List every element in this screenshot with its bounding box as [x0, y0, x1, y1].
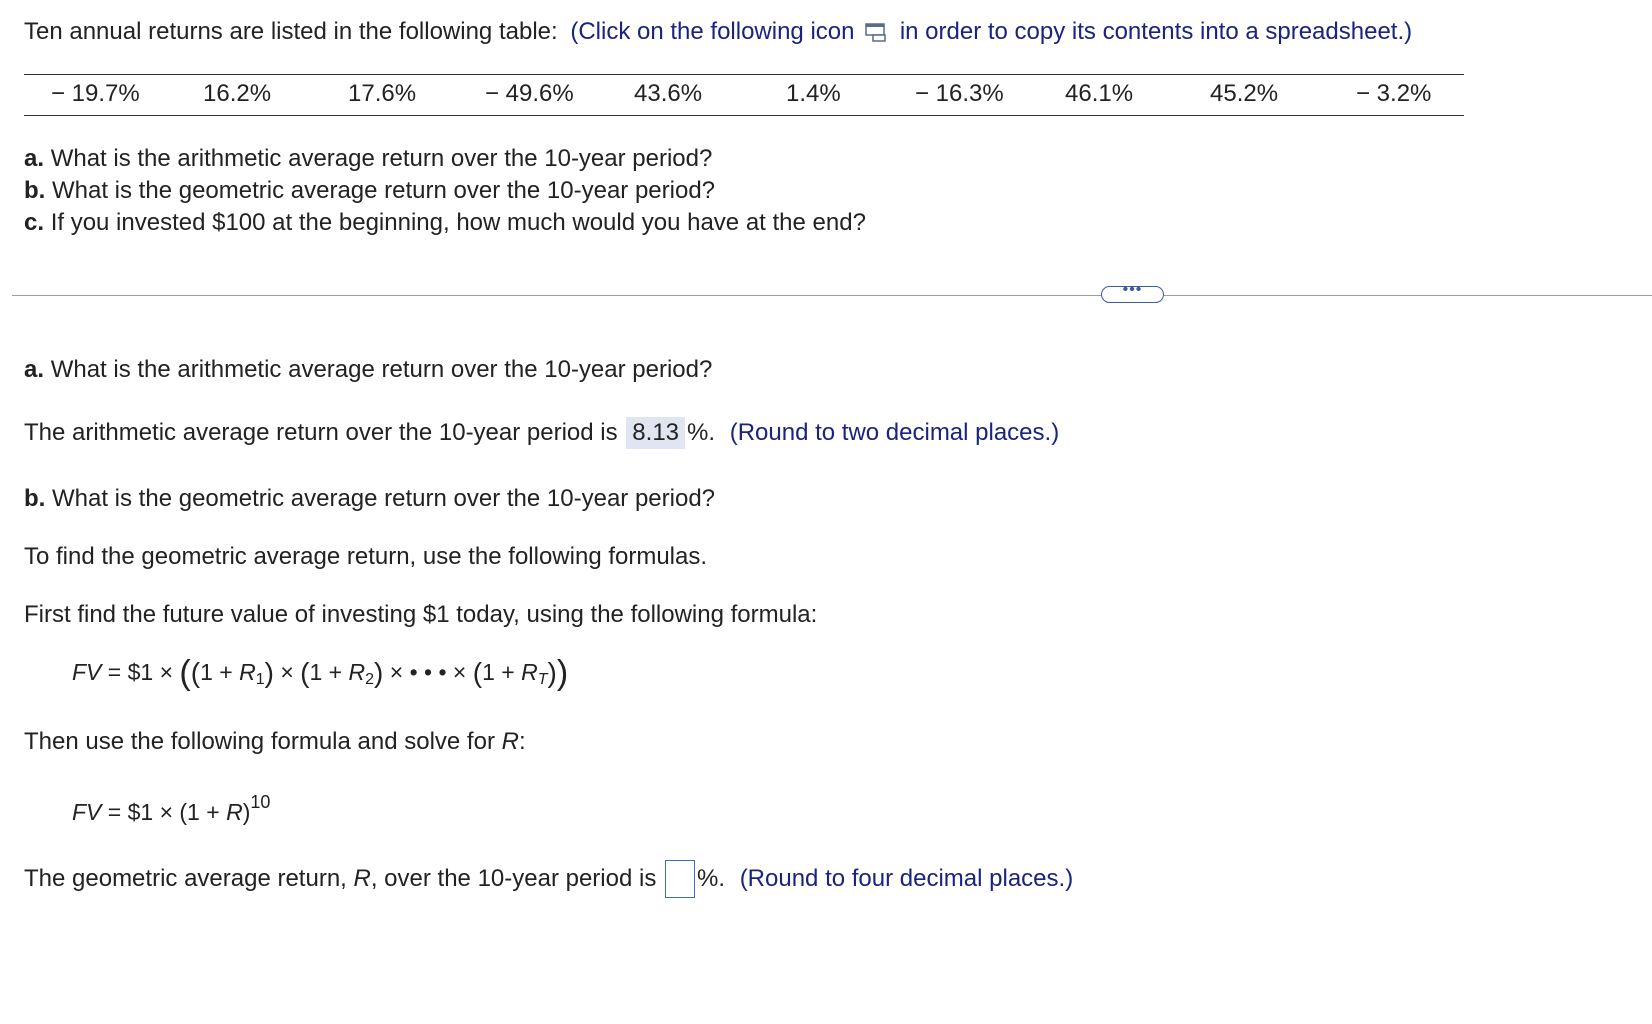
part-b-instruction-3	[24, 728, 526, 756]
section-divider	[12, 295, 1652, 296]
question-b	[24, 177, 715, 205]
part-a-question-text: What is the arithmetic average return over the 10-year period?	[50, 356, 713, 383]
part-b-instruction-1: To find the geometric average return, use the following formulas.	[24, 543, 708, 570]
question-b-text: What is the geometric average return over the 10-year period?	[52, 177, 716, 204]
part-a-label: a.	[24, 356, 45, 383]
part-b-instruction-2: First find the future value of investing $1 today, using the following formula:	[24, 601, 818, 628]
return-cell: − 16.3%	[915, 80, 1004, 107]
geometric-formula: FV = $1 × $(1 + R)^{10}$	[72, 792, 271, 825]
part-a-answer-suffix: %.	[687, 419, 716, 446]
part-b-label: b.	[24, 485, 46, 512]
part-b-answer-line	[24, 860, 1073, 898]
intro-line	[24, 18, 1412, 46]
intro-hint-before: (Click on the following icon	[570, 18, 855, 45]
return-cell: 16.2%	[203, 80, 272, 107]
spreadsheet-copy-icon[interactable]	[865, 21, 887, 41]
question-c	[24, 209, 866, 237]
return-cell: 45.2%	[1210, 80, 1279, 107]
part-b-answer-suffix: %.	[697, 865, 726, 892]
part-a-answer-line	[24, 417, 1059, 449]
future-value-formula: FV = $1 × ($(1 + R_1) \times (1 + R_2)$ × • • • × $(1 + R_T)$)	[72, 654, 569, 692]
return-cell: − 3.2%	[1356, 80, 1432, 107]
return-cell: − 49.6%	[485, 80, 574, 107]
return-cell: 17.6%	[348, 80, 417, 107]
part-a-answer-prefix: The arithmetic average return over the 10-year period is	[24, 419, 618, 446]
question-a-label: a.	[24, 145, 45, 172]
instruction-3-suffix: :	[518, 728, 526, 755]
part-a-hint: (Round to two decimal places.)	[729, 419, 1060, 446]
part-b-answer-var: R	[353, 865, 371, 892]
question-a	[24, 145, 712, 173]
part-a-question	[24, 356, 712, 384]
part-a-answer-value: 8.13	[626, 417, 685, 449]
ellipsis-icon: •••	[1122, 281, 1143, 298]
geometric-return-input[interactable]	[665, 860, 695, 898]
show-more-button[interactable]	[1101, 281, 1164, 303]
part-b-answer-prefix1: The geometric average return,	[24, 865, 347, 892]
question-a-text: What is the arithmetic average return over the 10-year period?	[50, 145, 713, 172]
part-b-question	[24, 485, 715, 513]
return-cell: 46.1%	[1065, 80, 1134, 107]
question-c-text: If you invested $100 at the beginning, how much would you have at the end?	[50, 209, 866, 236]
intro-text: Ten annual returns are listed in the following table:	[24, 18, 558, 45]
return-cell: 1.4%	[786, 80, 841, 107]
instruction-3-var: R	[501, 728, 519, 755]
intro-hint-after: in order to copy its contents into a spreadsheet.)	[899, 18, 1413, 45]
returns-table	[24, 74, 1464, 116]
part-b-question-text: What is the geometric average return over the 10-year period?	[52, 485, 716, 512]
return-cell: 43.6%	[634, 80, 703, 107]
return-cell: − 19.7%	[51, 80, 140, 107]
part-b-hint: (Round to four decimal places.)	[739, 865, 1074, 892]
part-b-answer-prefix2: , over the 10-year period is	[370, 865, 657, 892]
question-b-label: b.	[24, 177, 46, 204]
instruction-3-prefix: Then use the following formula and solve for	[24, 728, 495, 755]
question-c-label: c.	[24, 209, 45, 236]
